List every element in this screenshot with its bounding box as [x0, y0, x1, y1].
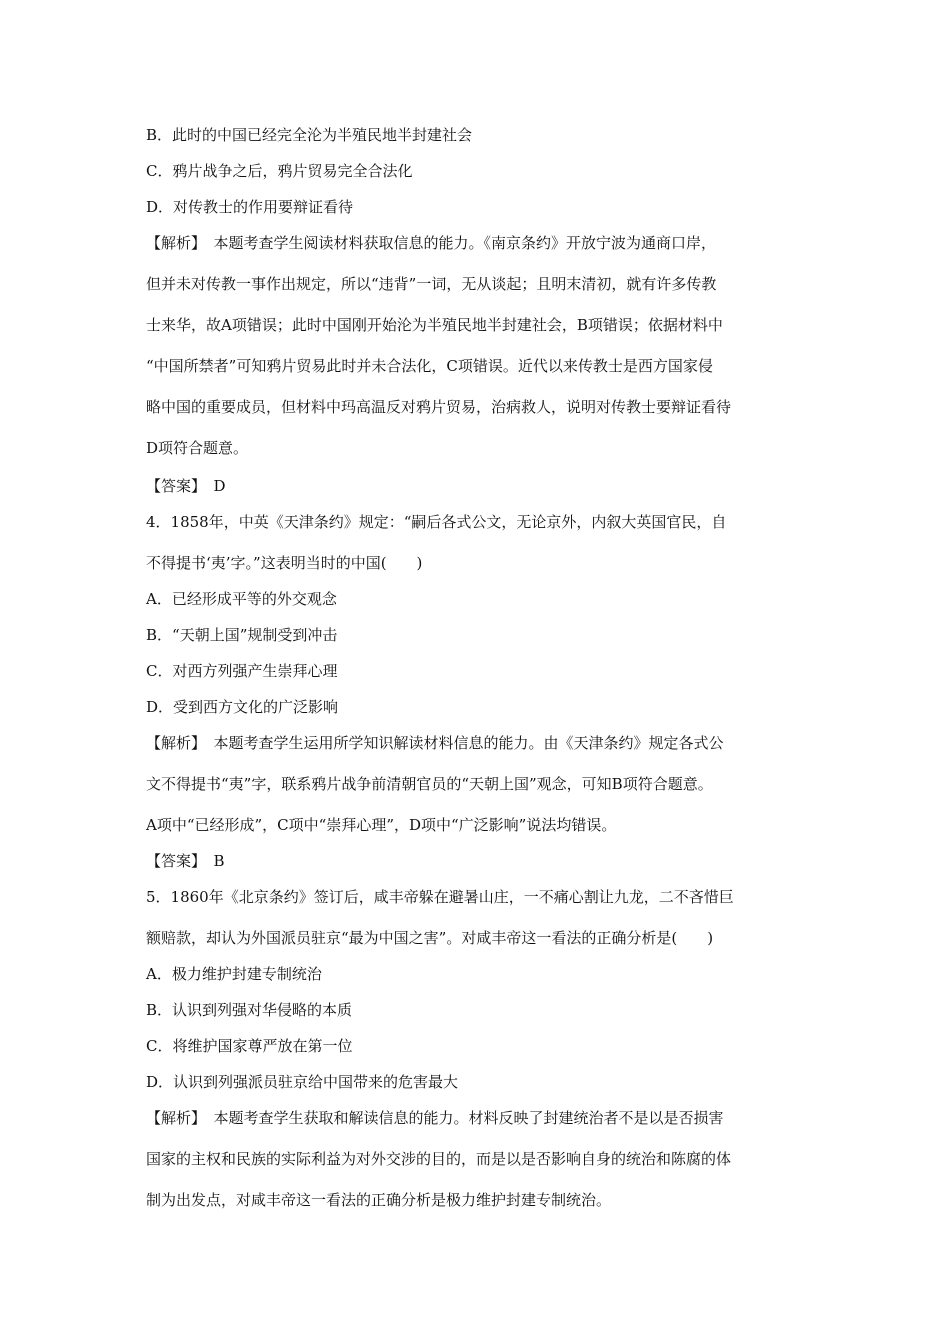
q3-analysis-line: 略中国的重要成员，但材料中玛高温反对鸦片贸易，治病救人，说明对传教士要辩证看待 [146, 398, 732, 416]
q5-option-b: B．认识到列强对华侵略的本质 [146, 1001, 353, 1019]
q3-analysis-line: “中国所禁者”可知鸦片贸易此时并未合法化，C项错误。近代以来传教士是西方国家侵 [146, 357, 713, 375]
q4-answer: 【答案】 B [146, 852, 225, 870]
q3-analysis-line: D项符合题意。 [146, 439, 249, 457]
q3-analysis-line: 但并未对传教一事作出规定，所以“违背”一词，无从谈起；且明末清初，就有许多传教 [146, 275, 717, 293]
q4-option-a: A．已经形成平等的外交观念 [146, 590, 337, 608]
q3-analysis-line: 【解析】 本题考查学生阅读材料获取信息的能力。《南京条约》开放宁波为通商口岸， [146, 234, 717, 252]
q5-analysis-line: 制为出发点，对咸丰帝这一看法的正确分析是极力维护封建专制统治。 [146, 1191, 612, 1209]
q4-analysis-line: A项中“已经形成”，C项中“崇拜心理”，D项中“广泛影响”说法均错误。 [146, 816, 617, 834]
q3-option-d: D．对传教士的作用要辩证看待 [146, 198, 354, 216]
q4-stem-line: 4．1858年，中英《天津条约》规定：“嗣后各式公文，无论京外，内叙大英国官民，自 [146, 513, 727, 531]
q5-stem-line: 5．1860年《北京条约》签订后，咸丰帝躲在避暑山庄，一不痛心割让九龙，二不吝惜巨 [146, 888, 734, 906]
q3-answer: 【答案】 D [146, 477, 226, 495]
q4-option-d: D．受到西方文化的广泛影响 [146, 698, 339, 716]
q4-option-c: C．对西方列强产生崇拜心理 [146, 662, 338, 680]
q4-analysis-line: 文不得提书“夷”字，联系鸦片战争前清朝官员的“天朝上国”观念，可知B项符合题意。 [146, 775, 713, 793]
q4-option-b: B．“天朝上国”规制受到冲击 [146, 626, 338, 644]
q5-analysis-line: 【解析】 本题考查学生获取和解读信息的能力。材料反映了封建统治者不是以是否损害 [146, 1109, 724, 1127]
q4-analysis-line: 【解析】 本题考查学生运用所学知识解读材料信息的能力。由《天津条约》规定各式公 [146, 734, 724, 752]
q3-option-c: C．鸦片战争之后，鸦片贸易完全合法化 [146, 162, 413, 180]
q5-option-d: D．认识到列强派员驻京给中国带来的危害最大 [146, 1073, 459, 1091]
q3-analysis-line: 士来华，故A项错误；此时中国刚开始沦为半殖民地半封建社会，B项错误；依据材料中 [146, 316, 723, 334]
q3-option-b: B．此时的中国已经完全沦为半殖民地半封建社会 [146, 126, 473, 144]
q5-option-a: A．极力维护封建专制统治 [146, 965, 322, 983]
q5-stem-line: 额赔款，却认为外国派员驻京“最为中国之害”。对咸丰帝这一看法的正确分析是( ) [146, 929, 714, 947]
q5-option-c: C．将维护国家尊严放在第一位 [146, 1037, 353, 1055]
q4-stem-line: 不得提书‘夷’字。”这表明当时的中国( ) [146, 554, 423, 572]
q5-analysis-line: 国家的主权和民族的实际利益为对外交涉的目的，而是以是否影响自身的统治和陈腐的体 [146, 1150, 732, 1168]
